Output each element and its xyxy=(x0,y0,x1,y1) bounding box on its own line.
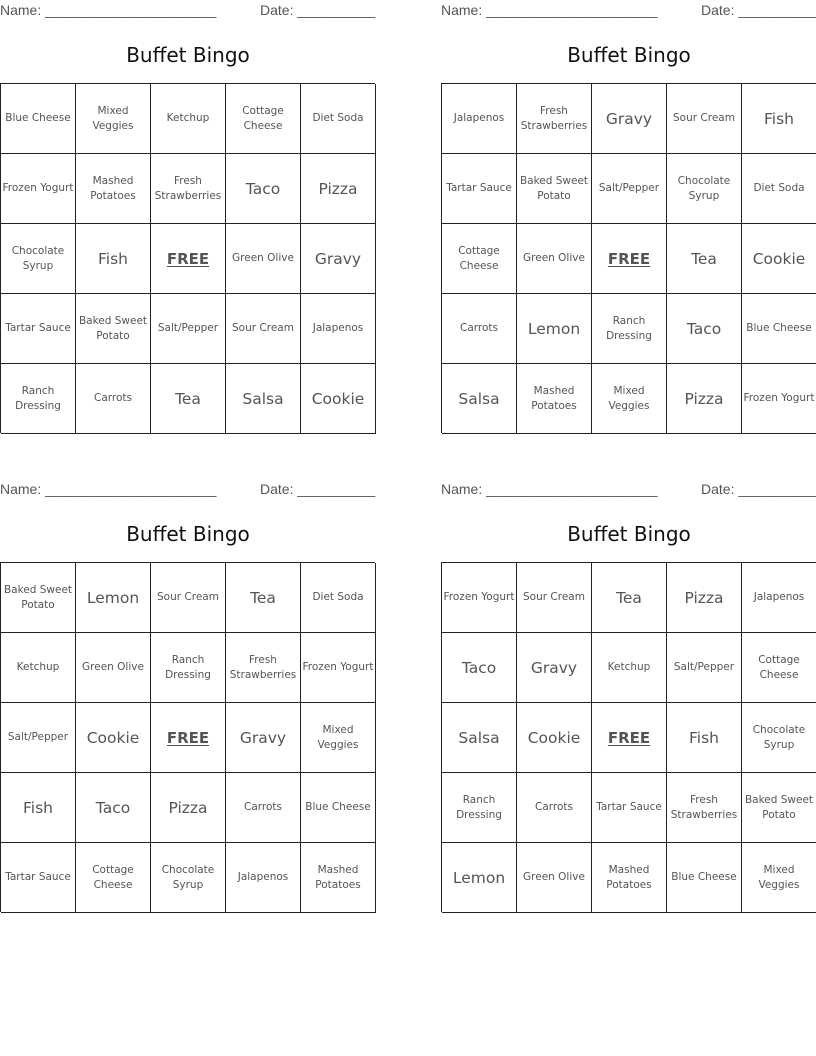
card-title: Buffet Bingo xyxy=(126,43,250,67)
bingo-cell: Fish xyxy=(667,703,742,773)
bingo-cell: Ketchup xyxy=(151,84,226,154)
bingo-cell: Sour Cream xyxy=(151,563,226,633)
bingo-cell: Gravy xyxy=(226,703,301,773)
bingo-cell: Frozen Yogurt xyxy=(1,154,76,224)
bingo-cell: Tartar Sauce xyxy=(592,773,667,843)
bingo-cell: Ranch Dressing xyxy=(1,364,76,434)
bingo-cell: Ketchup xyxy=(1,633,76,703)
bingo-cell: Mashed Potatoes xyxy=(76,154,151,224)
bingo-card xyxy=(441,0,816,440)
card-title: Buffet Bingo xyxy=(126,522,250,546)
bingo-cell: Mixed Veggies xyxy=(301,703,376,773)
bingo-cell: Frozen Yogurt xyxy=(442,563,517,633)
bingo-grid xyxy=(441,83,816,433)
bingo-cell: Ranch Dressing xyxy=(442,773,517,843)
bingo-cell: Cookie xyxy=(301,364,376,434)
bingo-cell: Mixed Veggies xyxy=(592,364,667,434)
bingo-cell: Fresh Strawberries xyxy=(226,633,301,703)
bingo-cell: Frozen Yogurt xyxy=(301,633,376,703)
bingo-cell: Chocolate Syrup xyxy=(151,843,226,913)
bingo-cell: Jalapenos xyxy=(301,294,376,364)
bingo-cell: Salt/Pepper xyxy=(667,633,742,703)
bingo-cell: Taco xyxy=(226,154,301,224)
bingo-cell: Chocolate Syrup xyxy=(1,224,76,294)
bingo-cell: Tea xyxy=(592,563,667,633)
date-line: Date: __________ xyxy=(260,481,376,497)
bingo-cell: Cottage Cheese xyxy=(226,84,301,154)
bingo-cell: Pizza xyxy=(151,773,226,843)
bingo-cell: Carrots xyxy=(517,773,592,843)
bingo-cell: Blue Cheese xyxy=(742,294,816,364)
bingo-cell: Diet Soda xyxy=(301,563,376,633)
bingo-cell: Gravy xyxy=(592,84,667,154)
bingo-card xyxy=(0,479,376,919)
bingo-cell: Pizza xyxy=(667,364,742,434)
bingo-cell: Baked Sweet Potato xyxy=(742,773,816,843)
bingo-cell: Carrots xyxy=(442,294,517,364)
free-space: FREE xyxy=(151,703,226,773)
bingo-cell: Salt/Pepper xyxy=(151,294,226,364)
bingo-cell: Mashed Potatoes xyxy=(517,364,592,434)
bingo-card xyxy=(0,0,376,440)
bingo-cell: Mixed Veggies xyxy=(742,843,816,913)
bingo-cell: Fish xyxy=(742,84,816,154)
bingo-cell: Salsa xyxy=(442,703,517,773)
bingo-cell: Carrots xyxy=(76,364,151,434)
bingo-cell: Tartar Sauce xyxy=(1,843,76,913)
bingo-cell: Sour Cream xyxy=(667,84,742,154)
name-date-row xyxy=(441,2,816,20)
free-space: FREE xyxy=(151,224,226,294)
bingo-cell: Mashed Potatoes xyxy=(301,843,376,913)
bingo-grid xyxy=(441,562,816,912)
bingo-cell: Baked Sweet Potato xyxy=(517,154,592,224)
bingo-cell: Cookie xyxy=(517,703,592,773)
bingo-cell: Green Olive xyxy=(517,843,592,913)
name-line: Name: ______________________ xyxy=(0,481,217,497)
bingo-cell: Cottage Cheese xyxy=(742,633,816,703)
bingo-cell: Green Olive xyxy=(226,224,301,294)
bingo-cell: Baked Sweet Potato xyxy=(1,563,76,633)
bingo-cell: Sour Cream xyxy=(517,563,592,633)
bingo-cell: Mashed Potatoes xyxy=(592,843,667,913)
bingo-cell: Chocolate Syrup xyxy=(667,154,742,224)
bingo-cell: Tea xyxy=(151,364,226,434)
bingo-cell: Ranch Dressing xyxy=(592,294,667,364)
bingo-cell: Ketchup xyxy=(592,633,667,703)
bingo-cell: Green Olive xyxy=(76,633,151,703)
bingo-cell: Gravy xyxy=(301,224,376,294)
bingo-cell: Cottage Cheese xyxy=(76,843,151,913)
bingo-cell: Blue Cheese xyxy=(667,843,742,913)
bingo-cell: Salsa xyxy=(442,364,517,434)
bingo-cell: Tartar Sauce xyxy=(1,294,76,364)
bingo-cell: Gravy xyxy=(517,633,592,703)
bingo-cell: Baked Sweet Potato xyxy=(76,294,151,364)
bingo-cell: Jalapenos xyxy=(226,843,301,913)
bingo-cell: Jalapenos xyxy=(442,84,517,154)
bingo-cell: Tea xyxy=(226,563,301,633)
bingo-cell: Jalapenos xyxy=(742,563,816,633)
bingo-cell: Blue Cheese xyxy=(301,773,376,843)
bingo-cell: Blue Cheese xyxy=(1,84,76,154)
bingo-cell: Frozen Yogurt xyxy=(742,364,816,434)
bingo-cell: Salsa xyxy=(226,364,301,434)
bingo-cell: Green Olive xyxy=(517,224,592,294)
free-space: FREE xyxy=(592,703,667,773)
bingo-cell: Salt/Pepper xyxy=(592,154,667,224)
bingo-cell: Diet Soda xyxy=(742,154,816,224)
bingo-cell: Fresh Strawberries xyxy=(151,154,226,224)
bingo-cell: Cottage Cheese xyxy=(442,224,517,294)
bingo-cell: Tartar Sauce xyxy=(442,154,517,224)
bingo-cell: Lemon xyxy=(517,294,592,364)
bingo-cell: Salt/Pepper xyxy=(1,703,76,773)
name-date-row xyxy=(441,481,816,499)
bingo-cell: Ranch Dressing xyxy=(151,633,226,703)
bingo-cell: Cookie xyxy=(76,703,151,773)
date-line: Date: __________ xyxy=(701,2,816,18)
name-line: Name: ______________________ xyxy=(441,2,658,18)
bingo-cell: Pizza xyxy=(301,154,376,224)
bingo-cell: Chocolate Syrup xyxy=(742,703,816,773)
bingo-cell: Fish xyxy=(76,224,151,294)
bingo-cell: Sour Cream xyxy=(226,294,301,364)
name-line: Name: ______________________ xyxy=(0,2,217,18)
name-date-row xyxy=(0,481,376,499)
bingo-card xyxy=(441,479,816,919)
bingo-cell: Fresh Strawberries xyxy=(667,773,742,843)
name-date-row xyxy=(0,2,376,20)
bingo-grid xyxy=(0,562,375,912)
bingo-cell: Taco xyxy=(667,294,742,364)
free-space: FREE xyxy=(592,224,667,294)
bingo-cell: Cookie xyxy=(742,224,816,294)
date-line: Date: __________ xyxy=(701,481,816,497)
bingo-cell: Pizza xyxy=(667,563,742,633)
bingo-cell: Diet Soda xyxy=(301,84,376,154)
bingo-cell: Lemon xyxy=(442,843,517,913)
bingo-cell: Fish xyxy=(1,773,76,843)
bingo-grid xyxy=(0,83,375,433)
bingo-cell: Taco xyxy=(76,773,151,843)
bingo-cell: Tea xyxy=(667,224,742,294)
bingo-cell: Lemon xyxy=(76,563,151,633)
card-title: Buffet Bingo xyxy=(567,43,691,67)
date-line: Date: __________ xyxy=(260,2,376,18)
bingo-cell: Mixed Veggies xyxy=(76,84,151,154)
card-title: Buffet Bingo xyxy=(567,522,691,546)
bingo-cell: Carrots xyxy=(226,773,301,843)
bingo-cell: Fresh Strawberries xyxy=(517,84,592,154)
name-line: Name: ______________________ xyxy=(441,481,658,497)
bingo-cell: Taco xyxy=(442,633,517,703)
